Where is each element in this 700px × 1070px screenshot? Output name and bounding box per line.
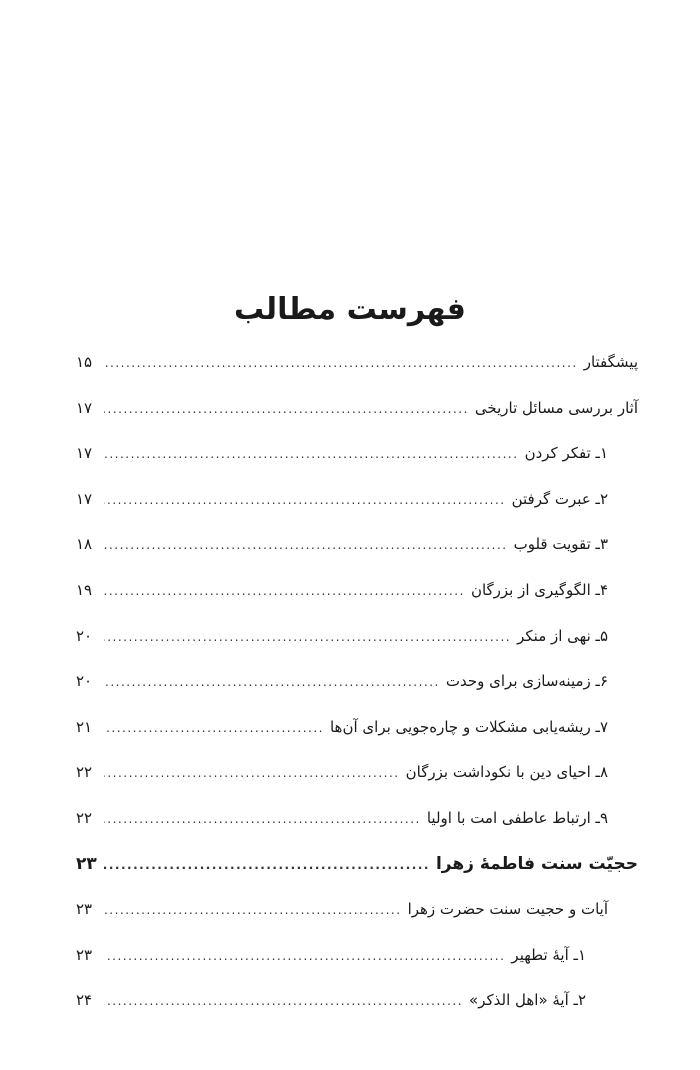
dot-leader [104, 888, 402, 934]
dot-leader [104, 934, 505, 980]
page-title: فهرست مطالب [234, 292, 466, 327]
toc-entry-page-number: ۱۷ [76, 398, 93, 417]
toc-entry[interactable] [76, 431, 638, 477]
toc-entry-page-number: ۱۷ [76, 444, 93, 463]
toc-entry[interactable] [76, 659, 638, 705]
toc-entry-label: ۷ـ ریشه‌یابی مشکلات و چاره‌جویی برای آن‌ها [329, 717, 608, 736]
dot-leader [104, 523, 508, 569]
toc-entry-label: ۴ـ الگوگیری از بزرگان [470, 580, 608, 599]
toc-entry-label: ۱ـ آیهٔ تطهیر [511, 945, 586, 964]
toc-entry-page-number: ۲۲ [76, 808, 93, 827]
toc-entry-label: ۶ـ زمینه‌سازی برای وحدت [445, 672, 608, 691]
toc-entry-page-number: ۲۱ [76, 717, 93, 736]
toc-entry-page-number: ۲۰ [76, 672, 93, 691]
dot-leader [104, 751, 400, 797]
dot-leader [104, 843, 430, 889]
toc-entry[interactable] [76, 705, 638, 751]
toc-entry[interactable] [76, 568, 638, 614]
toc-entry-page-number: ۲۳ [76, 853, 97, 874]
dot-leader [104, 615, 511, 661]
dot-leader [104, 979, 463, 1025]
toc-entry[interactable] [76, 750, 638, 796]
toc-entry-page-number: ۲۴ [76, 991, 93, 1010]
toc-entry-label: ۸ـ احیای دین با نکوداشت بزرگان [405, 763, 608, 782]
toc-entry-label: ۱ـ تفکر کردن [524, 444, 608, 463]
toc-entry[interactable] [76, 522, 638, 568]
toc-entry[interactable] [76, 477, 638, 523]
toc-entry[interactable] [76, 614, 638, 660]
dot-leader [104, 432, 519, 478]
toc-entry-page-number: ۱۸ [76, 535, 93, 554]
toc-entry[interactable] [76, 933, 638, 979]
toc-entry-label: ۹ـ ارتباط عاطفی امت با اولیا [426, 808, 608, 827]
toc-entry-label: ۵ـ نهی از منکر [517, 626, 608, 645]
toc-entry[interactable] [76, 887, 638, 933]
toc-entry-label: پیشگفتار [583, 353, 638, 371]
dot-leader [104, 569, 465, 615]
toc-entry-page-number: ۲۰ [76, 626, 93, 645]
toc-entry-page-number: ۲۳ [76, 900, 93, 919]
dot-leader [104, 478, 506, 524]
toc-entry-label: ۲ـ آیهٔ «اهل الذکر» [469, 991, 586, 1010]
toc-entry-label: آیات و حجیت سنت حضرت زهرا [407, 900, 608, 919]
table-of-contents [76, 340, 638, 1024]
toc-entry[interactable] [76, 340, 638, 386]
toc-entry[interactable] [76, 978, 638, 1024]
toc-entry-label: آثار بررسی مسائل تاریخی [474, 398, 638, 417]
toc-entry[interactable] [76, 842, 638, 888]
toc-entry-label: ۳ـ تقویت قلوب [513, 535, 608, 554]
toc-entry[interactable] [76, 386, 638, 432]
dot-leader [104, 706, 324, 752]
toc-entry[interactable] [76, 796, 638, 842]
dot-leader [104, 341, 578, 387]
toc-entry-page-number: ۱۹ [76, 580, 93, 599]
toc-entry-label: حجیّت سنت فاطمهٔ زهرا [435, 853, 638, 874]
toc-entry-page-number: ۱۵ [76, 353, 93, 371]
toc-entry-label: ۲ـ عبرت گرفتن [511, 489, 608, 508]
dot-leader [104, 660, 440, 706]
toc-entry-page-number: ۲۳ [76, 945, 93, 964]
dot-leader [104, 797, 421, 843]
toc-entry-page-number: ۲۲ [76, 763, 93, 782]
toc-entry-page-number: ۱۷ [76, 489, 93, 508]
dot-leader [104, 387, 469, 433]
